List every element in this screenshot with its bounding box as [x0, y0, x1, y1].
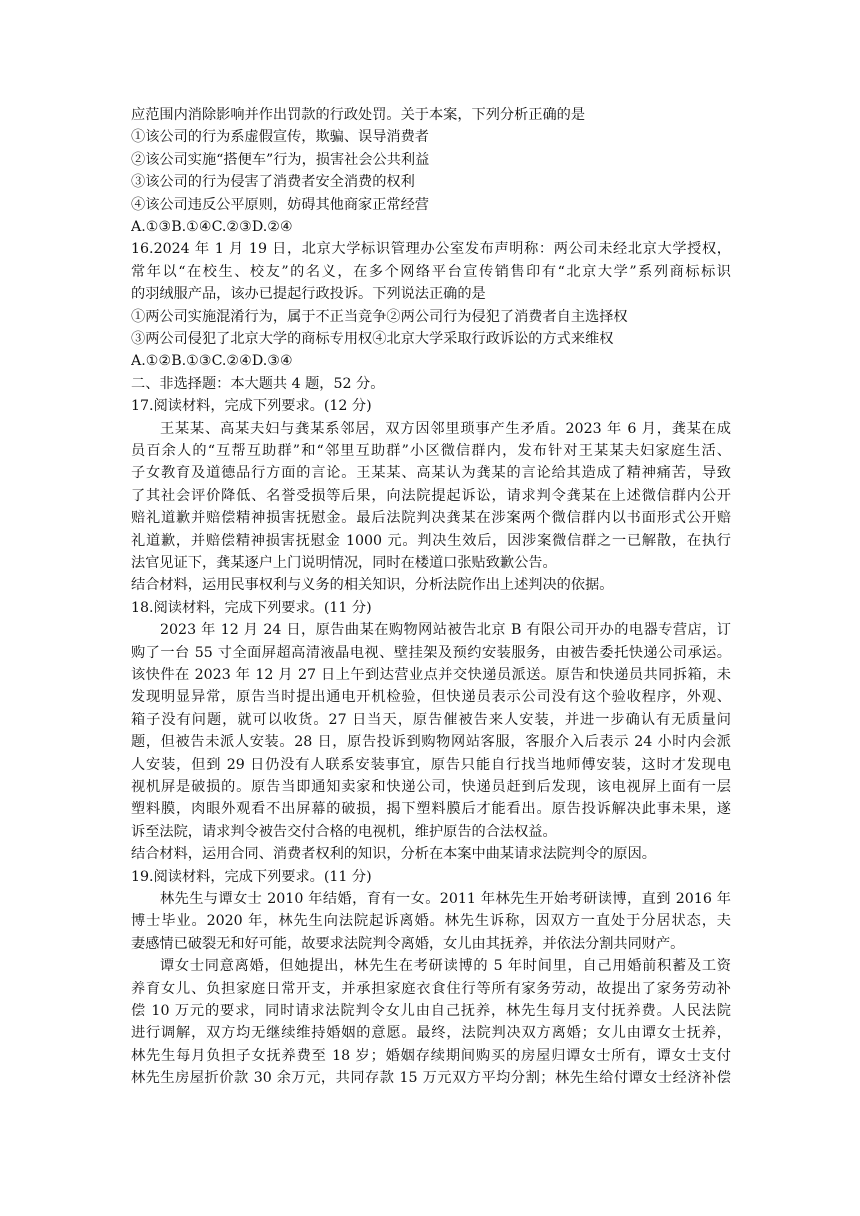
- text-line: 结合材料，运用民事权利与义务的相关知识，分析法院作出上述判决的依据。: [131, 577, 614, 594]
- text-line: 2023 年 12 月 24 日，原告曲某在购物网站被告北京 B 有限公司开办的电器专营店，订: [160, 622, 731, 639]
- text-line: ①该公司的行为系虚假宣传，欺骗、误导消费者: [131, 129, 429, 146]
- text-line: 林先生房屋折价款 30 余万元，共同存款 15 万元双方平均分割；林先生给付谭女士经济补偿: [131, 1070, 731, 1087]
- text-line: 赔礼道歉并赔偿精神损害抚慰金。最后法院判决龚某在涉案两个微信群内以书面形式公开赔: [131, 510, 731, 527]
- text-line: A.①②B.①③C.②④D.③④: [131, 353, 293, 370]
- text-line: ③该公司的行为侵害了消费者安全消费的权利: [131, 174, 415, 191]
- text-line: 视机屏是破损的。原告当即通知卖家和快递公司，快递员赶到后发现，该电视屏上面有一层: [131, 779, 731, 795]
- text-line: 17.阅读材料，完成下列要求。(12 分): [131, 398, 372, 415]
- text-line: ②该公司实施“搭便车”行为，损害社会公共利益: [131, 151, 430, 168]
- text-line: 进行调解，双方均无继续维持婚姻的意愿。最终，法院判决双方离婚；女儿由谭女士抚养，: [131, 1025, 731, 1042]
- text-line: 诉至法院，请求判令被告交付合格的电视机，维护原告的合法权益。: [131, 823, 557, 840]
- text-line: 博士毕业。2020 年，林先生向法院起诉离婚。林先生诉称，因双方一直处于分居状态，夫: [131, 913, 731, 930]
- text-line: 常年以“在校生、校友”的名义，在多个网络平台宣传销售印有“北京大学”系列商标标识: [131, 263, 731, 280]
- text-line: 发现明显异常，原告当时提出通电开机检验，但快递员表示公司没有这个验收程序，外观、: [131, 689, 731, 706]
- text-line: 18.阅读材料，完成下列要求。(11 分): [131, 599, 372, 616]
- text-line: 塑料膜，肉眼外观看不出屏幕的破损，揭下塑料膜后才能看出。原告投诉解决此事未果，遂: [131, 801, 731, 818]
- text-line: 林先生每月负担子女抚养费至 18 岁；婚姻存续期间购买的房屋归谭女士所有，谭女士支付: [131, 1047, 731, 1064]
- text-line: 题，但被告未派人安装。28 日，原告投诉到购物网站客服，客服介入后表示 24 小时内会派: [131, 734, 731, 751]
- text-line: ③两公司侵犯了北京大学的商标专用权④北京大学采取行政诉讼的方式来维权: [131, 331, 614, 347]
- text-line: 王某某、高某夫妇与龚某系邻居，双方因邻里琐事产生矛盾。2023 年 6 月，龚某在成: [160, 420, 731, 437]
- text-line: 二、非选择题：本大题共 4 题，52 分。: [131, 375, 385, 392]
- text-line: 妻感情已破裂无和好可能，故要求法院判令离婚，女儿由其抚养，并依法分割共同财产。: [131, 935, 685, 952]
- text-line: 礼道歉，并赔偿精神损害抚慰金 1000 元。判决生效后，因涉案微信群之一已解散，在执行: [131, 532, 731, 549]
- text-line: 了其社会评价降低、名誉受损等后果，向法院提起诉讼，请求判令龚某在上述微信群内公开: [131, 487, 731, 504]
- text-line: 16.2024 年 1 月 19 日，北京大学标识管理办公室发布声明称：两公司未经北京大学授权，: [131, 241, 731, 258]
- text-line: 的羽绒服产品，该办已提起行政投诉。下列说法正确的是: [131, 286, 486, 303]
- text-line: 19.阅读材料，完成下列要求。(11 分): [131, 868, 372, 885]
- text-line: 谭女士同意离婚，但她提出，林先生在考研读博的 5 年时间里，自己用婚前积蓄及工资: [160, 958, 731, 975]
- text-line: 购了一台 55 寸全面屏超高清液晶电视、壁挂架及预约安装服务，由被告委托快递公司承运。: [131, 644, 731, 661]
- text-line: 员百余人的“互帮互助群”和“邻里互助群”小区微信群内，发布针对王某某夫妇家庭生活、: [131, 443, 731, 459]
- text-line: 偿 10 万元的要求，同时请求法院判令女儿由自己抚养，林先生每月支付抚养费。人民法院: [131, 1003, 731, 1019]
- text-line: 林先生与谭女士 2010 年结婚，育有一女。2011 年林先生开始考研读博，直到 2016 年: [160, 891, 731, 907]
- text-line: 人安装，但到 29 日仍没有人联系安装事宜，原告只能自行找当地师傅安装，这时才发现电: [131, 756, 731, 773]
- text-line: 法官见证下，龚某逐户上门说明情况，同时在楼道口张贴致歉公告。: [131, 555, 557, 571]
- text-line: 该快件在 2023 年 12 月 27 日上午到达营业点并交快递员派送。原告和快递员共同拆箱，未: [131, 667, 731, 683]
- text-line: 应范围内消除影响并作出罚款的行政处罚。关于本案，下列分析正确的是: [131, 107, 586, 123]
- text-line: 子女教育及道德品行方面的言论。王某某、高某认为龚某的言论给其造成了精神痛苦，导致: [131, 465, 731, 482]
- text-line: ①两公司实施混淆行为，属于不正当竞争②两公司行为侵犯了消费者自主选择权: [131, 308, 628, 325]
- text-line: 结合材料，运用合同、消费者权利的知识，分析在本案中曲某请求法院判令的原因。: [131, 846, 656, 863]
- text-line: 箱子没有问题，就可以收货。27 日当天，原告催被告来人安装，并进一步确认有无质量问: [131, 711, 731, 728]
- text-line: ④该公司违反公平原则，妨碍其他商家正常经营: [131, 196, 429, 213]
- text-line: 养育女儿、负担家庭日常开支，并承担家庭衣食住行等所有家务劳动，故提出了家务劳动补: [131, 980, 731, 997]
- text-line: A.①③B.①④C.②③D.②④: [131, 219, 293, 235]
